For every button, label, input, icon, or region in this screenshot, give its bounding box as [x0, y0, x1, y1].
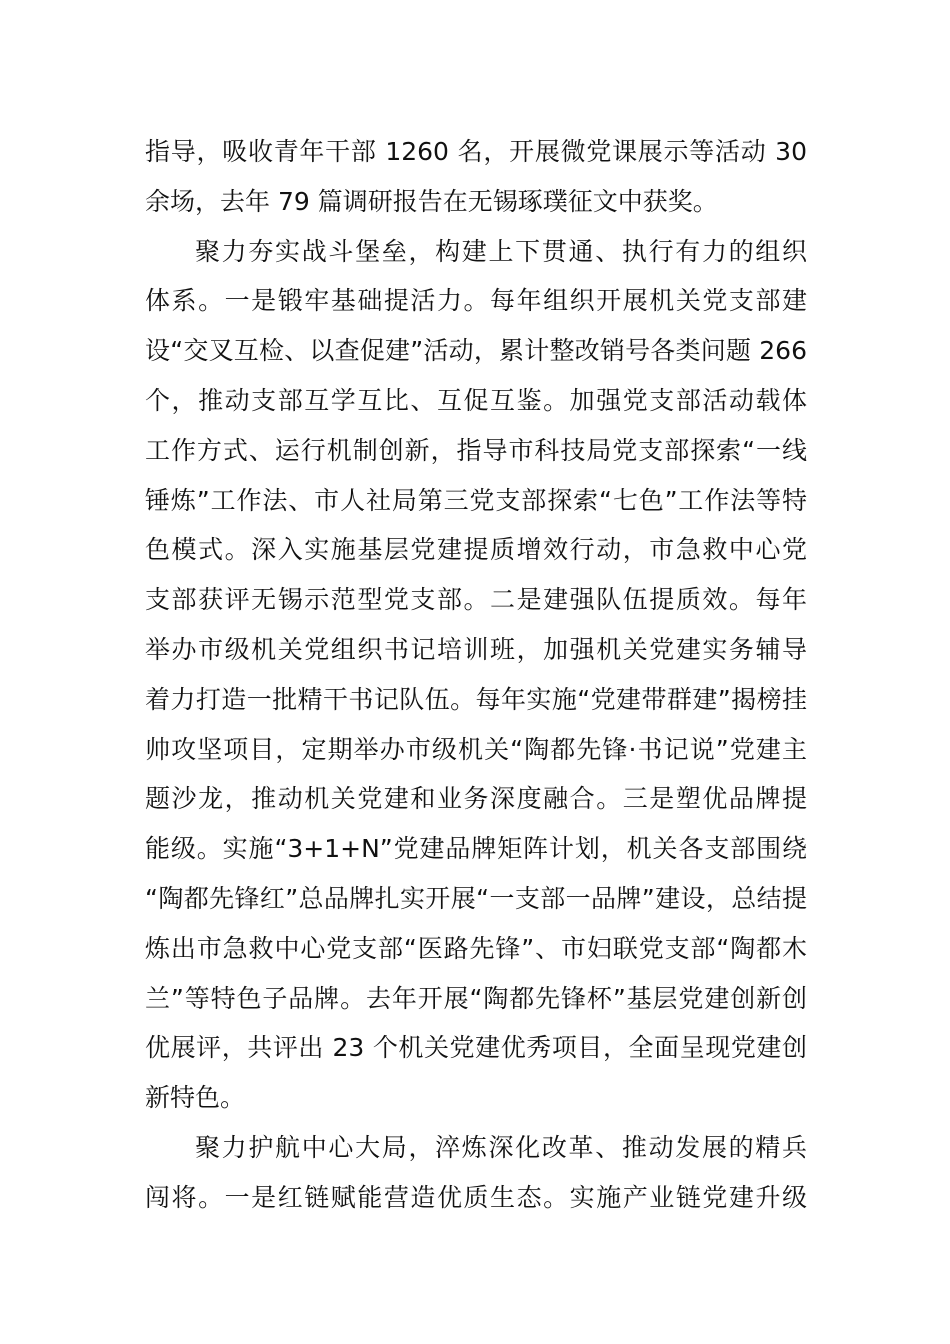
- text-line: 优展评，共评出 23 个机关党建优秀项目，全面呈现党建创: [145, 1033, 807, 1063]
- text-line: 能级。实施“3+1+N”党建品牌矩阵计划，机关各支部围绕: [145, 834, 807, 864]
- text-line: 体系。一是锻牢基础提活力。每年组织开展机关党支部建: [145, 286, 807, 316]
- text-line: 余场，去年 79 篇调研报告在无锡琢璞征文中获奖。: [145, 186, 718, 216]
- text-line: “陶都先锋红”总品牌扎实开展“一支部一品牌”建设，总结提: [145, 883, 807, 913]
- text-line: 支部获评无锡示范型党支部。二是建强队伍提质效。每年: [145, 585, 807, 615]
- text-line: 炼出市急救中心党支部“医路先锋”、市妇联党支部“陶都木: [145, 933, 807, 963]
- paragraph-first-line: 聚力护航中心大局，淬炼深化改革、推动发展的精兵: [195, 1132, 807, 1162]
- text-line: 指导，吸收青年干部 1260 名，开展微党课展示等活动 30: [145, 137, 807, 166]
- body-text: [145, 127, 807, 1223]
- text-line: 设“交叉互检、以查促建”活动，累计整改销号各类问题 266: [145, 336, 807, 366]
- text-line: 新特色。: [145, 1083, 246, 1113]
- paragraph-first-line: 聚力夯实战斗堡垒，构建上下贯通、执行有力的组织: [195, 236, 807, 266]
- text-line: 题沙龙，推动机关党建和业务深度融合。三是塑优品牌提: [145, 784, 807, 814]
- text-line: 兰”等特色子品牌。去年开展“陶都先锋杯”基层党建创新创: [145, 983, 807, 1013]
- text-line: 帅攻坚项目，定期举办市级机关“陶都先锋·书记说”党建主: [145, 734, 807, 764]
- text-line: 着力打造一批精干书记队伍。每年实施“党建带群建”揭榜挂: [145, 684, 807, 714]
- text-line: 工作方式、运行机制创新，指导市科技局党支部探索“一线: [145, 435, 807, 465]
- text-line: 闯将。一是红链赋能营造优质生态。实施产业链党建升级: [145, 1182, 807, 1212]
- text-line: 色模式。深入实施基层党建提质增效行动，市急救中心党: [145, 535, 807, 565]
- text-line: 个，推动支部互学互比、互促互鉴。加强党支部活动载体: [145, 385, 807, 415]
- text-line: 锤炼”工作法、市人社局第三党支部探索“七色”工作法等特: [145, 485, 807, 515]
- text-line: 举办市级机关党组织书记培训班，加强机关党建实务辅导: [145, 634, 807, 664]
